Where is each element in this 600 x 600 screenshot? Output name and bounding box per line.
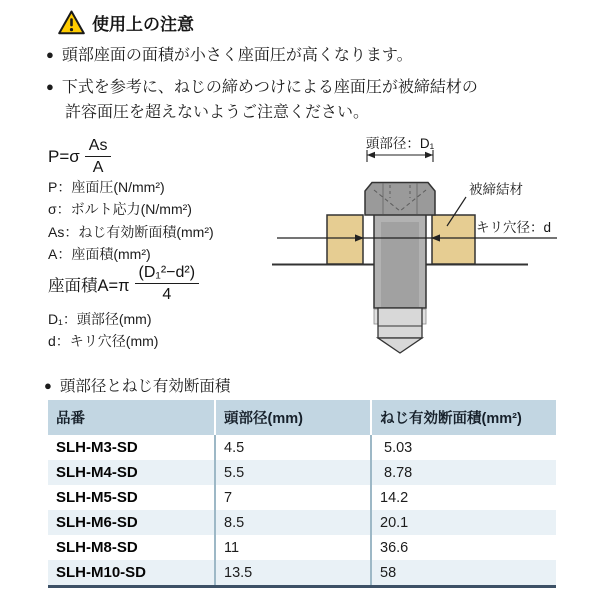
table-header-row <box>48 400 556 435</box>
bullet-marker: ● <box>46 79 54 94</box>
table-section-title-text: 頭部径とねじ有効断面積 <box>59 378 231 395</box>
formula-fraction <box>135 263 200 304</box>
formula-lhs: P=σ <box>48 146 80 166</box>
thread-area-cell: 5.03 <box>380 439 413 456</box>
area-formula <box>48 263 199 304</box>
area-formula-legend <box>48 308 158 353</box>
thread-area-cell: 14.2 <box>380 489 409 506</box>
bullet-marker: ● <box>44 378 52 393</box>
warning-triangle-icon <box>58 10 85 35</box>
head-diameter-cell: 11 <box>215 535 371 560</box>
head-diameter-cell: 7 <box>215 485 371 510</box>
thread-area-cell: 36.6 <box>380 539 409 556</box>
clamped-material-label: 被締結材 <box>469 182 523 197</box>
head-diameter-label: 頭部径：D₁ <box>365 136 435 151</box>
fraction-denominator: 4 <box>162 286 172 303</box>
table-row <box>48 435 556 460</box>
part-number-cell: SLH-M10-SD <box>48 560 215 587</box>
hole-diameter-label: キリ穴径：d <box>476 220 552 235</box>
formula-fraction <box>85 136 112 177</box>
notice-bullet-1 <box>46 45 413 66</box>
head-diameter-table <box>48 400 556 588</box>
pressure-formula-legend <box>48 176 214 266</box>
legend-line: As：ねじ有効断面積(mm²) <box>48 223 214 240</box>
table-row <box>48 510 556 535</box>
head-diameter-dimension <box>367 150 433 162</box>
head-diameter-cell: 4.5 <box>215 435 371 460</box>
formula-lhs: 座面積A=π <box>48 276 130 295</box>
part-number-cell: SLH-M8-SD <box>48 535 215 560</box>
column-header-part-number: 品番 <box>48 400 215 435</box>
bolt-cross-section-diagram <box>270 130 590 380</box>
notice-bullet-2-continued: 許容面圧を超えないようご注意ください。 <box>65 104 370 121</box>
thread-area-cell: 8.78 <box>380 464 413 481</box>
part-number-cell: SLH-M6-SD <box>48 510 215 535</box>
head-diameter-cell: 13.5 <box>215 560 371 587</box>
part-number-cell: SLH-M4-SD <box>48 460 215 485</box>
table-row <box>48 485 556 510</box>
legend-line: σ：ボルト応力(N/mm²) <box>48 201 192 218</box>
thread-area-cell: 20.1 <box>380 514 409 531</box>
head-diameter-cell: 8.5 <box>215 510 371 535</box>
notice-bullet-2 <box>46 77 478 98</box>
thread-area-cell: 58 <box>380 564 397 581</box>
bolt-shank <box>374 214 426 308</box>
notice-bullet-2-text: 下式を参考に、ねじの締めつけによる座面圧が被締結材の <box>61 79 478 96</box>
pressure-formula <box>48 136 111 177</box>
fraction-numerator: As <box>85 136 112 157</box>
table-row <box>48 535 556 560</box>
legend-line: d：キリ穴径(mm) <box>48 333 159 350</box>
table-row <box>48 560 556 587</box>
bolt-tip <box>374 308 426 353</box>
legend-line: D₁：頭部径(mm) <box>48 311 152 327</box>
page-title: 使用上の注意 <box>92 15 194 34</box>
part-number-cell: SLH-M5-SD <box>48 485 215 510</box>
bolt-head <box>365 183 435 216</box>
notice-header <box>58 10 194 35</box>
fraction-denominator: A <box>92 159 104 176</box>
notice-bullet-1-text: 頭部座面の面積が小さく座面圧が高くなります。 <box>61 47 413 64</box>
bullet-marker: ● <box>46 47 54 62</box>
column-header-head-diameter: 頭部径(mm) <box>215 400 371 435</box>
fraction-numerator: (D₁²−d²) <box>135 263 200 284</box>
legend-line: A：座面積(mm²) <box>48 246 151 263</box>
head-diameter-cell: 5.5 <box>215 460 371 485</box>
part-number-cell: SLH-M3-SD <box>48 435 215 460</box>
table-row <box>48 460 556 485</box>
table-section-title <box>44 374 230 396</box>
column-header-thread-area: ねじ有効断面積(mm²) <box>371 400 556 435</box>
legend-line: P：座面圧(N/mm²) <box>48 179 165 195</box>
